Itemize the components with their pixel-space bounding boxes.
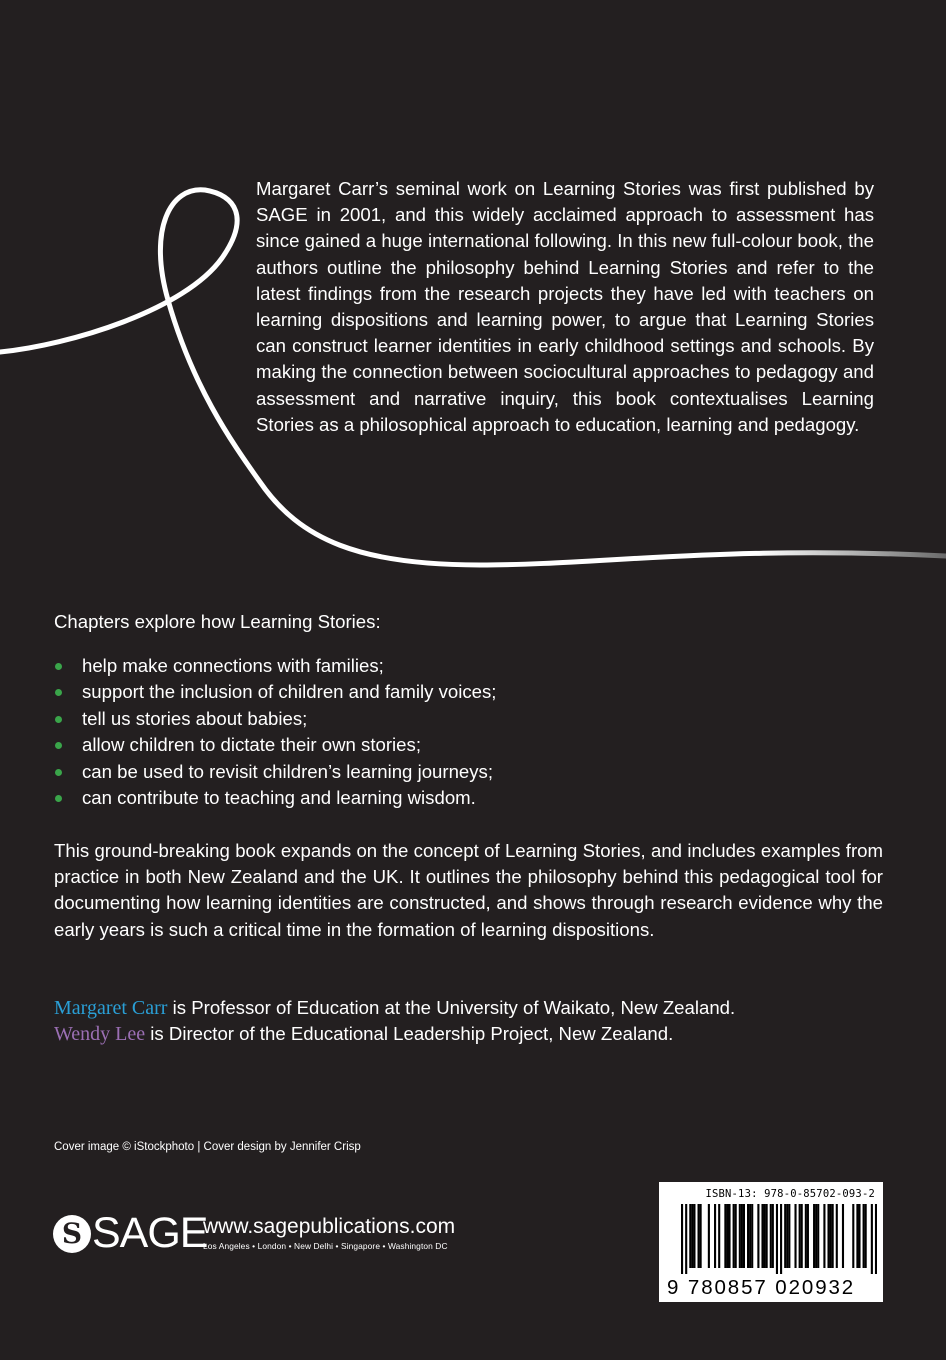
barcode-bar: [693, 1204, 695, 1268]
barcode-bar: [815, 1204, 817, 1268]
publisher-url[interactable]: www.sagepublications.com: [203, 1215, 456, 1238]
barcode-bar: [813, 1204, 815, 1268]
barcode-bar: [764, 1204, 766, 1268]
barcode-bar: [743, 1204, 745, 1268]
barcode-bar: [875, 1204, 877, 1274]
barcode-bar: [766, 1204, 768, 1268]
barcode-bar: [780, 1204, 782, 1274]
barcode-bar: [863, 1204, 865, 1268]
bullet-dot-icon: [55, 795, 62, 802]
barcode-bar: [852, 1204, 854, 1268]
barcode-bar: [830, 1204, 832, 1268]
list-item: can contribute to teaching and learning wisdom.: [54, 785, 496, 811]
barcode-bar: [749, 1204, 751, 1268]
chapters-list: [54, 653, 496, 811]
barcode-bar: [733, 1204, 735, 1268]
barcode-bar: [817, 1204, 819, 1268]
barcode-bar: [801, 1204, 803, 1268]
list-item: support the inclusion of children and family voices;: [54, 679, 496, 705]
barcode-bar: [805, 1204, 807, 1268]
barcode-bar: [865, 1204, 867, 1268]
bullet-dot-icon: [55, 663, 62, 670]
barcode-bar: [856, 1204, 858, 1268]
barcode-bar: [794, 1204, 796, 1268]
barcode-bar: [807, 1204, 809, 1268]
barcode-bar: [708, 1204, 710, 1268]
barcode-bar: [788, 1204, 790, 1268]
list-item: can be used to revisit children’s learning journeys;: [54, 759, 496, 785]
barcode-bar: [726, 1204, 728, 1268]
publisher-info: [203, 1215, 455, 1251]
author-bio-text: is Professor of Education at the University of Waikato, New Zealand.: [167, 997, 736, 1018]
barcode-bar: [728, 1204, 730, 1268]
barcode-bar: [836, 1204, 838, 1268]
barcode-bar: [751, 1204, 753, 1268]
barcode-bar: [739, 1204, 741, 1268]
barcode-bar: [827, 1204, 829, 1268]
barcode-bar: [832, 1204, 834, 1268]
barcode-bar: [685, 1204, 687, 1274]
barcode-bar: [718, 1204, 720, 1268]
barcode-bar: [761, 1204, 763, 1268]
barcode-digits: 9 780857 020932: [667, 1276, 856, 1299]
barcode-bar: [757, 1204, 759, 1268]
barcode-bar: [784, 1204, 786, 1268]
sage-logo: [53, 1209, 208, 1257]
author-name: Wendy Lee: [54, 1023, 146, 1046]
isbn-barcode: [659, 1182, 883, 1302]
barcode-bar: [691, 1204, 693, 1268]
barcode-bars: [681, 1204, 877, 1274]
bullet-dot-icon: [55, 689, 62, 696]
barcode-bar: [747, 1204, 749, 1268]
barcode-bar: [714, 1204, 716, 1268]
barcode-bar: [842, 1204, 844, 1268]
author-bio-text: is Director of the Educational Leadership Project, New Zealand.: [145, 1023, 674, 1045]
bullet-dot-icon: [55, 716, 62, 723]
chapters-intro: Chapters explore how Learning Stories:: [54, 611, 381, 632]
isbn-label: ISBN-13: 978-0-85702-093-2: [705, 1188, 875, 1200]
barcode-bar: [799, 1204, 801, 1268]
barcode-bar: [689, 1204, 691, 1268]
barcode-bar: [858, 1204, 860, 1268]
barcode-bar: [786, 1204, 788, 1268]
author-name: Margaret Carr: [54, 997, 168, 1019]
list-item: tell us stories about babies;: [54, 706, 496, 732]
blurb-paragraph: Margaret Carr’s seminal work on Learning Stories was first published by SAGE in 2001, and this widely acclaimed approach to assessment has since gained a huge international following. In this new full-colour book, the authors outline the philosophy behind Learning Stories and refer to the latest findings from the research projects they have led with teachers on learning dispositions and learning power, to argue that Learning Stories can construct learner identities in early childhood settings and schools. By making the connection between sociocultural approaches to pedagogy and assessment and narrative inquiry, this book contextualises Learning Stories as a philosophical approach to education, learning and pedagogy.: [256, 178, 874, 435]
sage-wordmark: SAGE: [92, 1209, 208, 1257]
author-bio-carr: [54, 995, 735, 1021]
sage-s-icon: S: [53, 1215, 91, 1253]
barcode-bar: [698, 1204, 700, 1268]
bullet-dot-icon: [55, 769, 62, 776]
barcode-bar: [871, 1204, 873, 1274]
barcode-bar: [741, 1204, 743, 1268]
barcode-bar: [724, 1204, 726, 1268]
barcode-bar: [735, 1204, 737, 1268]
list-item: help make connections with families;: [54, 653, 496, 679]
barcode-bar: [700, 1204, 702, 1268]
barcode-bar: [776, 1204, 778, 1274]
author-bio-lee: [54, 1021, 735, 1047]
cover-credits: Cover image © iStockphoto | Cover design by Jennifer Crisp: [54, 1141, 361, 1153]
summary-paragraph: This ground-breaking book expands on the concept of Learning Stories, and includes examples from practice in both New Zealand and the UK. It outlines the philosophy behind this pedagogical tool for documenting how learning identities are constructed, and shows through research evidence why the early years is such a critical time in the formation of learning dispositions.: [54, 840, 883, 940]
barcode-bar: [770, 1204, 772, 1268]
barcode-bar: [681, 1204, 683, 1274]
author-bios: [54, 995, 735, 1048]
bullet-dot-icon: [55, 742, 62, 749]
publisher-cities: Los Angeles • London • New Delhi • Singapore • Washington DC: [203, 1241, 448, 1251]
barcode-bar: [772, 1204, 774, 1268]
list-item: allow children to dictate their own stories;: [54, 732, 496, 758]
barcode-bar: [823, 1204, 825, 1268]
